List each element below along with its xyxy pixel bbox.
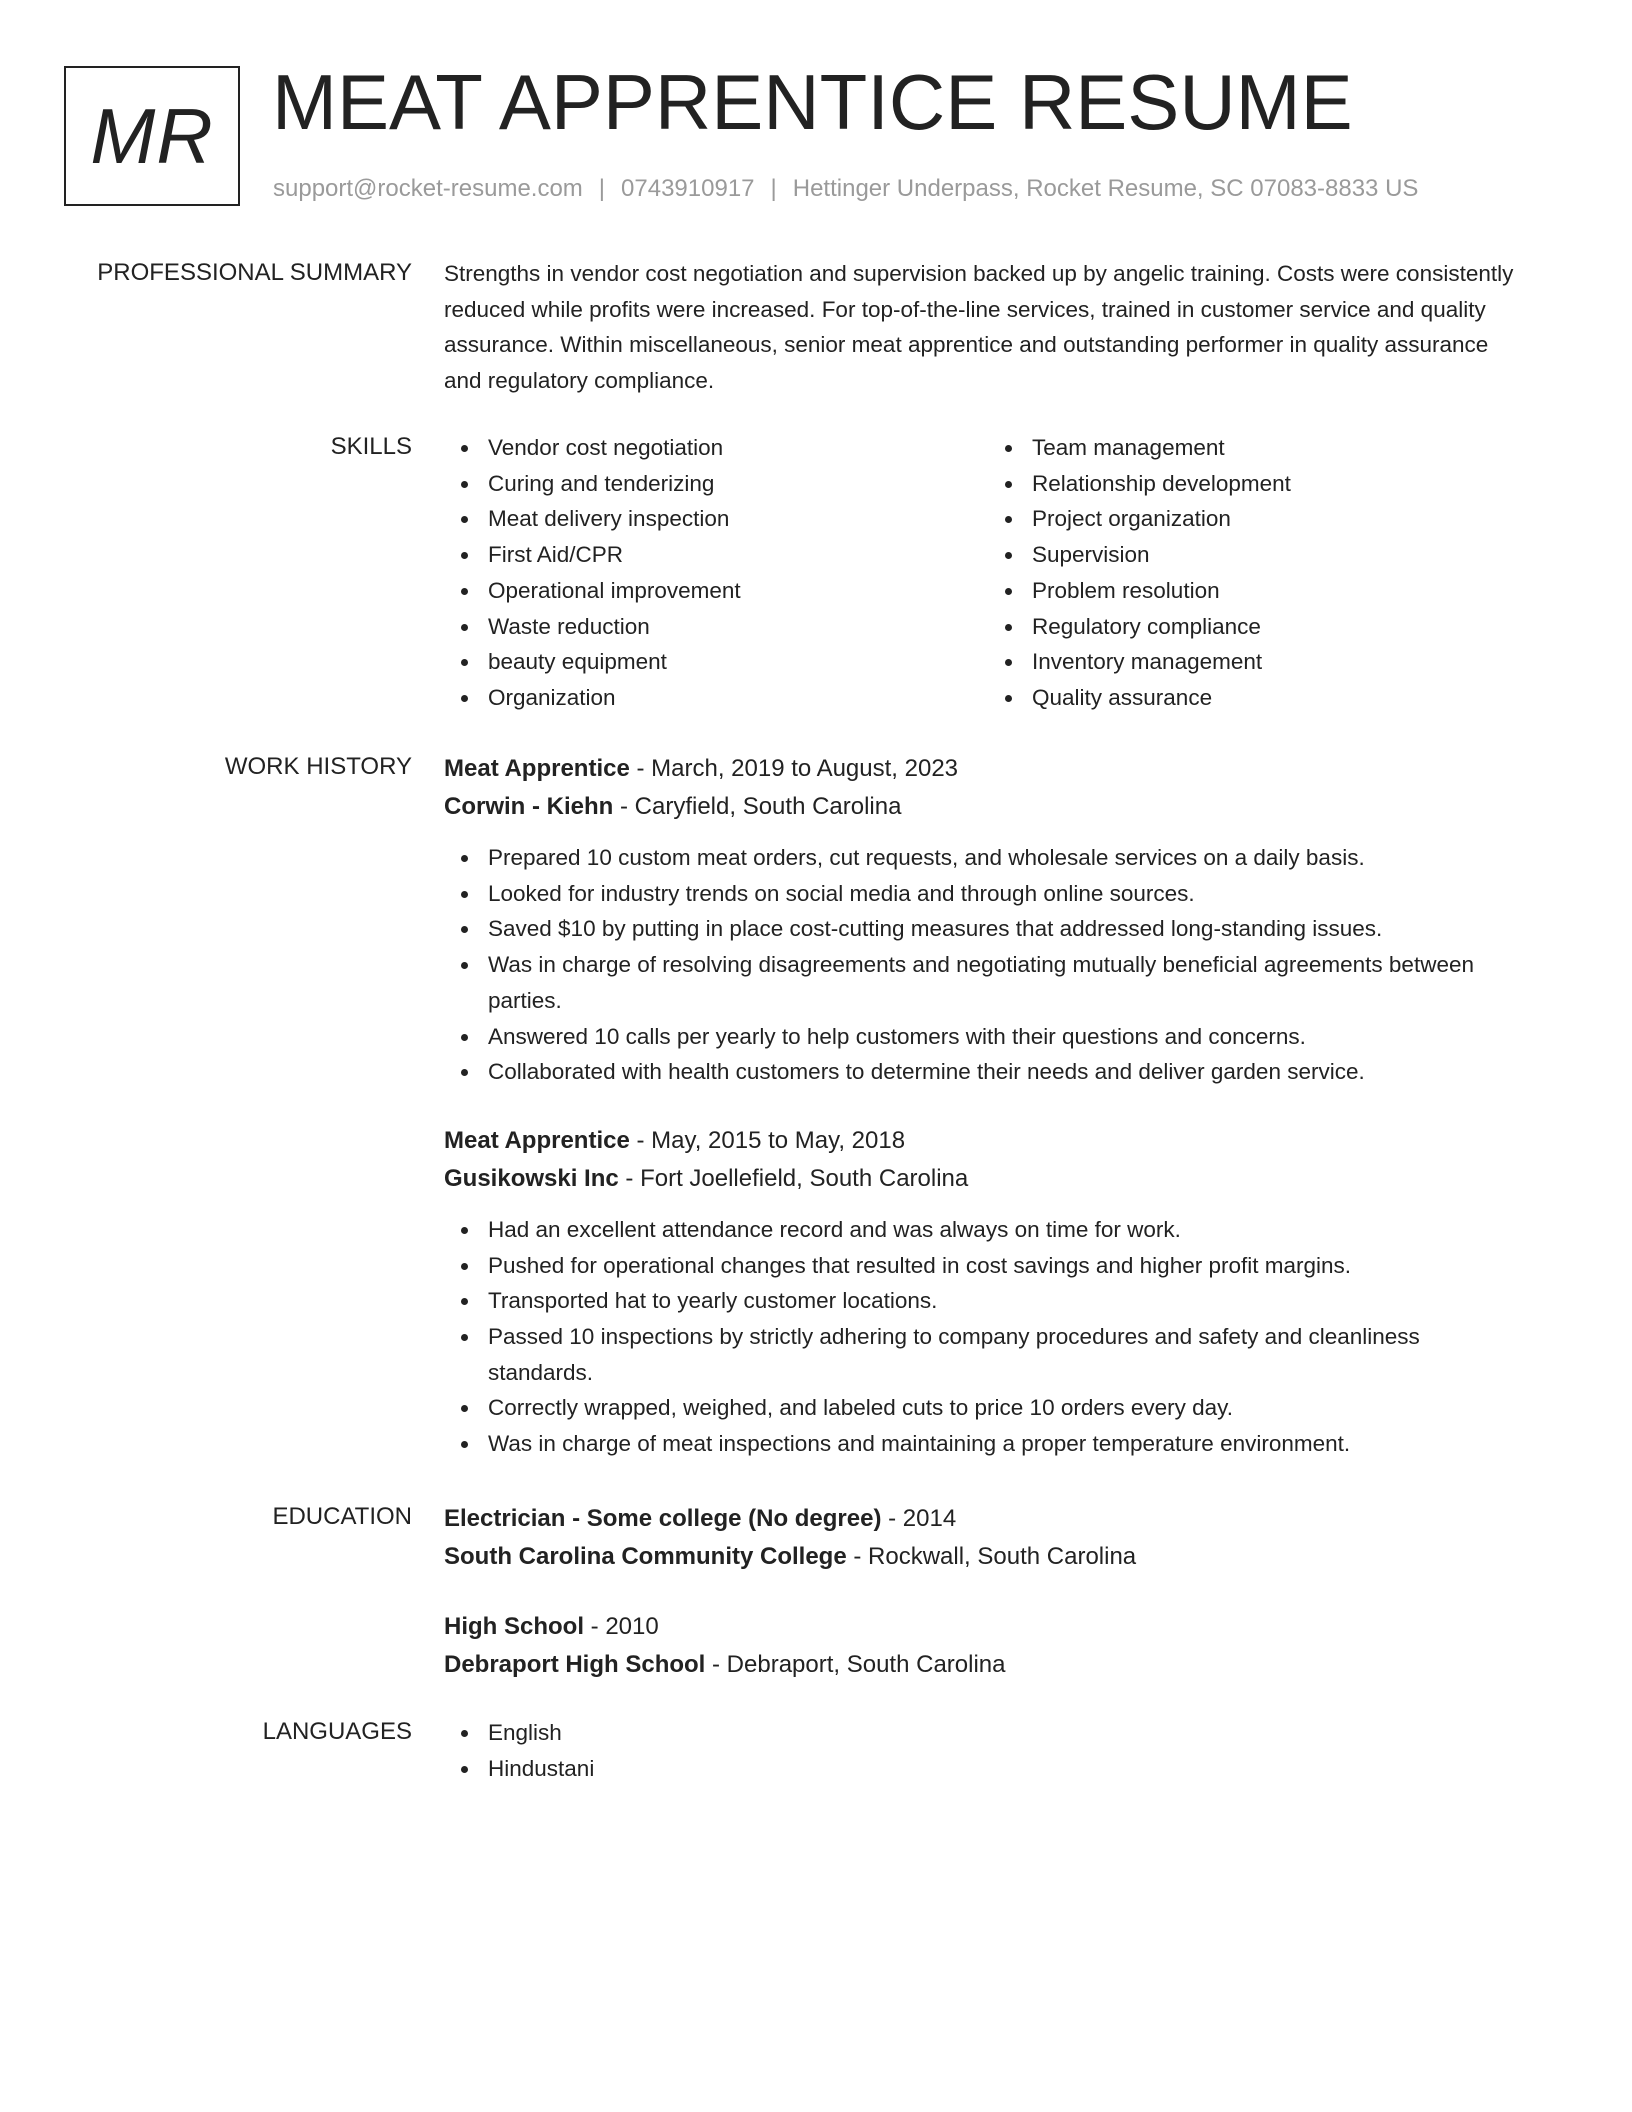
skill-item: Organization [444, 680, 984, 716]
summary-body [444, 256, 1524, 398]
skill-item: Regulatory compliance [988, 609, 1528, 645]
education-year: - 2010 [584, 1613, 659, 1640]
job-title-line [444, 750, 1524, 788]
skill-item: Problem resolution [988, 573, 1528, 609]
job-bullet: Saved $10 by putting in place cost-cutting measures that addressed long-standing issues. [444, 911, 1524, 947]
job-bullets [444, 1212, 1524, 1462]
education-school-line [444, 1646, 1524, 1684]
job-bullets [444, 840, 1524, 1090]
job-bullet: Answered 10 calls per yearly to help customers with their questions and concerns. [444, 1019, 1524, 1055]
skill-item: Vendor cost negotiation [444, 430, 984, 466]
job-bullet: Was in charge of resolving disagreements and negotiating mutually beneficial agreements between parties. [444, 947, 1524, 1018]
job-company-line [444, 1160, 1524, 1198]
section-label-work-history: WORK HISTORY [224, 753, 412, 780]
skill-item: First Aid/CPR [444, 537, 984, 573]
job-bullet: Correctly wrapped, weighed, and labeled cuts to price 10 orders every day. [444, 1390, 1524, 1426]
skill-item: beauty equipment [444, 644, 984, 680]
skills-column-left [444, 430, 984, 716]
languages-body [444, 1715, 1524, 1786]
job-title: Meat Apprentice [444, 755, 630, 782]
job-location: - Caryfield, South Carolina [613, 793, 902, 820]
job-bullet: Passed 10 inspections by strictly adhering to company procedures and safety and cleanliness standards. [444, 1319, 1524, 1390]
education-school: South Carolina Community College [444, 1543, 847, 1570]
education-entry [444, 1500, 1524, 1576]
education-degree: Electrician - Some college (No degree) [444, 1505, 882, 1532]
job-dates: - May, 2015 to May, 2018 [629, 1126, 906, 1154]
languages-list [444, 1715, 1524, 1786]
work-history-body [444, 750, 1524, 1462]
language-item: Hindustani [444, 1751, 1524, 1787]
skill-item: Operational improvement [444, 573, 984, 609]
job-bullet: Looked for industry trends on social media and through online sources. [444, 876, 1524, 912]
education-degree-line [444, 1500, 1524, 1538]
education-school: Debraport High School [444, 1651, 706, 1678]
job-bullet: Had an excellent attendance record and was always on time for work. [444, 1212, 1524, 1248]
contact-address: Hettinger Underpass, Rocket Resume, SC 07083-8833 US [792, 175, 1419, 202]
skill-item: Supervision [988, 537, 1528, 573]
job-title: Meat Apprentice [444, 1126, 630, 1154]
education-degree: High School [444, 1613, 584, 1640]
section-label-education: EDUCATION [272, 1503, 412, 1530]
skill-item: Project organization [988, 501, 1528, 537]
contact-phone: 0743910917 [621, 175, 755, 202]
education-entry [444, 1608, 1524, 1684]
job-entry [444, 1122, 1524, 1462]
job-company-line [444, 788, 1524, 826]
education-year: - 2014 [881, 1505, 957, 1532]
education-location: - Rockwall, South Carolina [846, 1543, 1137, 1570]
job-bullet: Was in charge of meat inspections and maintaining a proper temperature environment. [444, 1426, 1524, 1462]
job-location: - Fort Joellefield, South Carolina [618, 1164, 969, 1192]
skill-item: Team management [988, 430, 1528, 466]
contact-separator: | [770, 175, 777, 202]
skills-column-right [988, 430, 1528, 716]
language-item: English [444, 1715, 1524, 1751]
job-dates: - March, 2019 to August, 2023 [629, 755, 959, 782]
education-body [444, 1500, 1524, 1684]
job-company: Gusikowski Inc [444, 1164, 619, 1192]
contact-separator: | [598, 175, 606, 202]
job-company: Corwin - Kiehn [444, 793, 614, 820]
section-label-summary: PROFESSIONAL SUMMARY [97, 259, 412, 286]
education-location: - Debraport, South Carolina [705, 1651, 1006, 1678]
skill-item: Meat delivery inspection [444, 501, 984, 537]
job-bullet: Collaborated with health customers to determine their needs and deliver garden service. [444, 1054, 1524, 1090]
job-bullet: Prepared 10 custom meat orders, cut requests, and wholesale services on a daily basis. [444, 840, 1524, 876]
job-bullet: Transported hat to yearly customer locations. [444, 1283, 1524, 1319]
resume-title: MEAT APPRENTICE RESUME [272, 58, 1353, 146]
job-entry [444, 750, 1524, 1090]
skill-item: Quality assurance [988, 680, 1528, 716]
education-degree-line [444, 1608, 1524, 1646]
skill-item: Inventory management [988, 644, 1528, 680]
skill-item: Relationship development [988, 466, 1528, 502]
section-label-languages: LANGUAGES [262, 1718, 412, 1745]
job-title-line [444, 1122, 1524, 1160]
skill-item: Curing and tenderizing [444, 466, 984, 502]
education-school-line [444, 1538, 1524, 1576]
monogram-badge: MR [64, 66, 240, 206]
contact-line [273, 172, 1418, 206]
skill-item: Waste reduction [444, 609, 984, 645]
summary-text: Strengths in vendor cost negotiation and supervision backed up by angelic training. Costs were consistently reduced while profits were increased. For top-of-the-line services, trained in customer service and quality assurance. Within miscellaneous, senior meat apprentice and outstanding performer in quality assurance and regulatory compliance. [444, 261, 1514, 393]
job-bullet: Pushed for operational changes that resulted in cost savings and higher profit margins. [444, 1248, 1524, 1284]
contact-email: support@rocket-resume.com [273, 175, 583, 202]
section-label-skills: SKILLS [330, 433, 412, 460]
